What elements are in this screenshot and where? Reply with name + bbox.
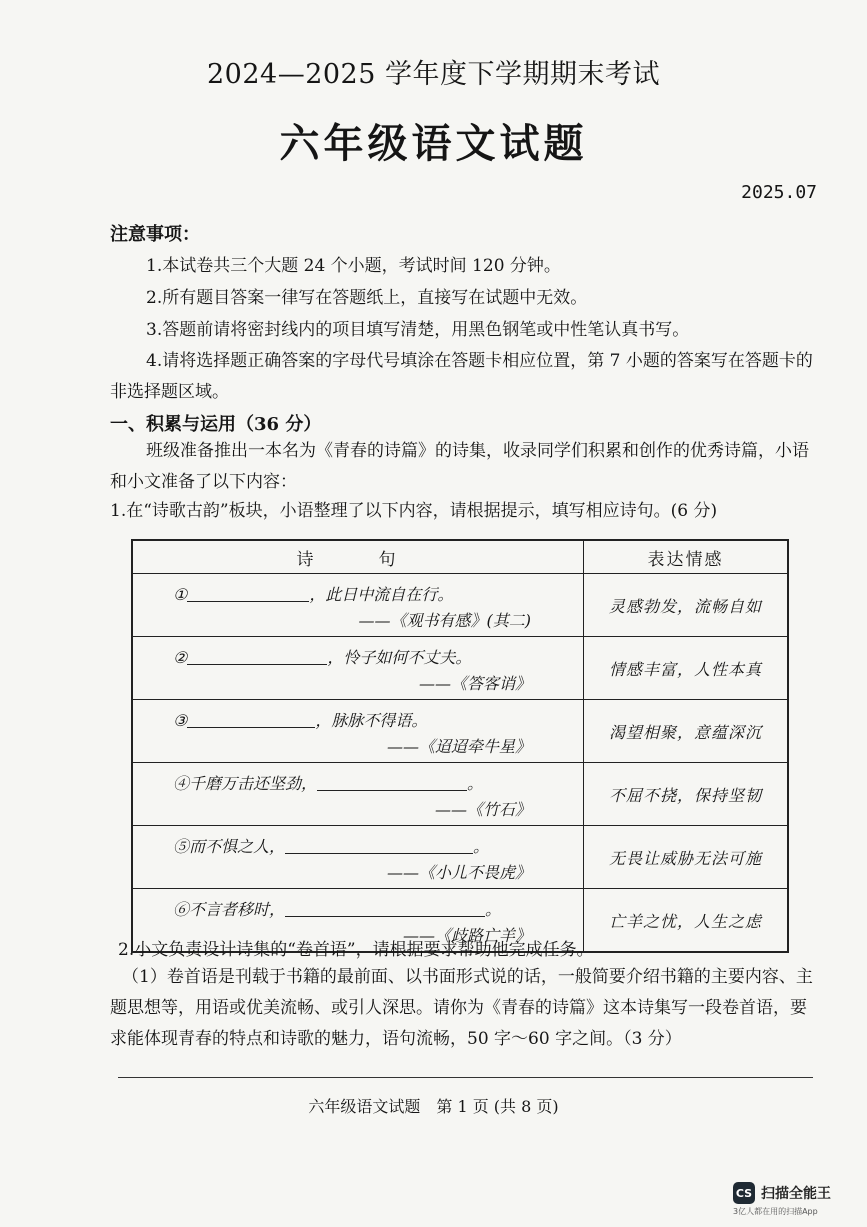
page-footer: 六年级语文试题 第 1 页 (共 8 页) — [308, 1097, 559, 1116]
poem-cell: ① ，此日中流自在行。 ——《观书有感》(其二) — [132, 574, 584, 637]
emotion-cell: 不屈不挠，保持坚韧 — [584, 763, 789, 826]
column-header-emotion: 表达情感 — [584, 540, 789, 574]
emotion-cell: 无畏让威胁无法可施 — [584, 826, 789, 889]
note-item: 3.答题前请将密封线内的项目填写清楚，用黑色钢笔或中性笔认真书写。 — [146, 320, 690, 340]
emotion-cell: 渴望相聚，意蕴深沉 — [584, 700, 789, 763]
question-2-1: （1）卷首语是刊载于书籍的最前面、以书面形式说的话，一般简要介绍书籍的主要内容、主题思想等，用语或优美流畅、或引人深思。请你为《青春的诗篇》这本诗集写一段卷首语，要求能体现青春的特点和诗歌的魅力，语句流畅，50 字～60 字之间。（3 分） — [110, 967, 813, 1049]
paper-title: 六年级语文试题 — [279, 120, 588, 167]
answer-blank[interactable] — [285, 837, 473, 854]
poem-cell: ⑥不言者移时， 。 ——《歧路亡羊》 — [132, 889, 584, 953]
item-number: ③ — [173, 711, 188, 730]
question-2: 2.小文负责设计诗集的“卷首语”，请根据要求帮助他完成任务。 — [118, 940, 594, 960]
section-heading: 一、积累与运用（36 分） — [110, 414, 322, 435]
poem-cell: ③ ，脉脉不得语。 ——《迢迢牵牛星》 — [132, 700, 584, 763]
answer-blank[interactable] — [187, 585, 309, 602]
table-row — [132, 826, 788, 889]
note-item: 2.所有题目答案一律写在答题纸上，直接写在试题中无效。 — [146, 288, 588, 308]
answer-blank[interactable] — [317, 774, 467, 791]
poem-source: ——《小儿不畏虎》 — [386, 863, 531, 882]
item-number: ① — [173, 585, 188, 604]
emotion-cell: 亡羊之忧，人生之虑 — [584, 889, 789, 953]
notes-heading: 注意事项： — [110, 224, 200, 245]
answer-blank[interactable] — [285, 900, 485, 917]
poem-source: ——《观书有感》(其二) — [358, 611, 531, 630]
scanner-tagline: 3亿人都在用的扫描App — [733, 1207, 818, 1216]
note-item: 4.请将选择题正确答案的字母代号填涂在答题卡相应位置，第 7 小题的答案写在答题卡的非选择题区域。 — [110, 351, 813, 402]
answer-blank[interactable] — [187, 711, 315, 728]
table-row — [132, 700, 788, 763]
item-number: ⑥ — [173, 900, 190, 919]
scanner-app-name: 扫描全能王 — [761, 1186, 831, 1202]
table-row — [132, 574, 788, 637]
poem-source: ——《竹石》 — [434, 800, 531, 819]
poem-source: ——《歧路亡羊》 — [402, 926, 531, 945]
section-intro: 班级准备推出一本名为《青春的诗篇》的诗集，收录同学们积累和创作的优秀诗篇，小语和小文准备了以下内容： — [110, 441, 809, 492]
exam-date: 2025.07 — [741, 182, 817, 203]
emotion-cell: 情感丰富，人性本真 — [584, 637, 789, 700]
poem-table — [131, 539, 789, 953]
poem-source: ——《迢迢牵牛星》 — [386, 737, 531, 756]
table-header-row — [132, 540, 788, 574]
answer-blank[interactable] — [187, 648, 327, 665]
item-number: ⑤ — [173, 837, 190, 856]
emotion-cell: 灵感勃发，流畅自如 — [584, 574, 789, 637]
answer-line[interactable] — [118, 1077, 813, 1078]
poem-source: ——《答客诮》 — [418, 674, 531, 693]
question-1: 1.在“诗歌古韵”板块，小语整理了以下内容，请根据提示，填写相应诗句。(6 分) — [110, 501, 718, 521]
poem-cell: ④千磨万击还坚劲， 。 ——《竹石》 — [132, 763, 584, 826]
column-header-poem: 诗 句 — [132, 540, 584, 574]
note-item: 1.本试卷共三个大题 24 个小题，考试时间 120 分钟。 — [146, 256, 561, 276]
item-number: ④ — [173, 774, 190, 793]
poem-cell: ② ，怜子如何不丈夫。 ——《答客诮》 — [132, 637, 584, 700]
table-row — [132, 763, 788, 826]
scanner-logo-icon: CS — [733, 1182, 755, 1204]
item-number: ② — [173, 648, 188, 667]
poem-cell: ⑤而不惧之人， 。 ——《小儿不畏虎》 — [132, 826, 584, 889]
exam-title: 2024—2025 学年度下学期期末考试 — [206, 59, 660, 90]
scanner-watermark — [733, 1182, 849, 1217]
table-row — [132, 637, 788, 700]
